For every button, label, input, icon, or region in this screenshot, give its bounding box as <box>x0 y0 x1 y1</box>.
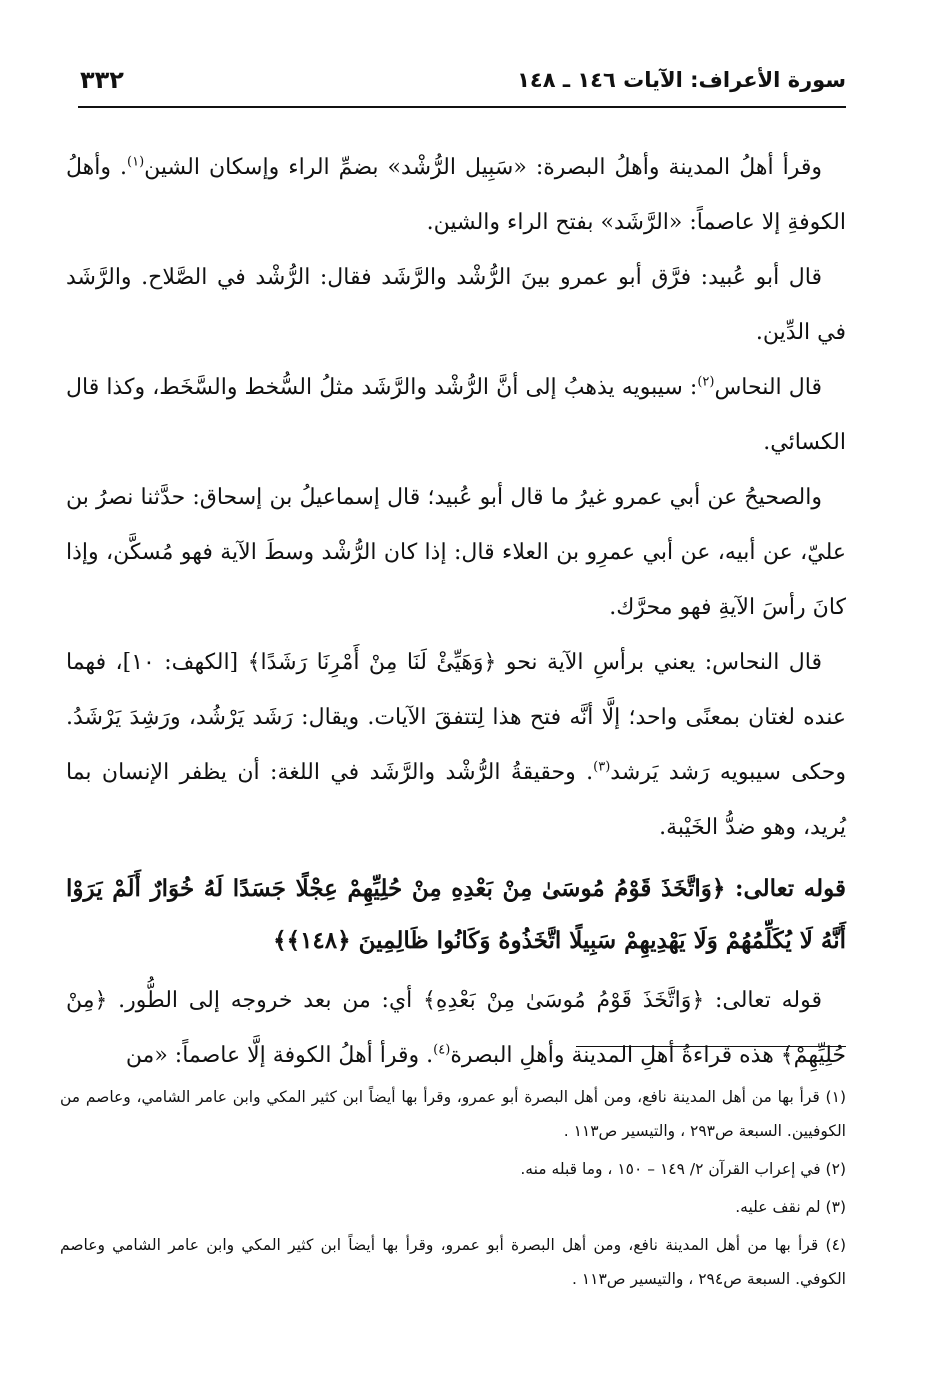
paragraph-3 <box>66 360 846 470</box>
paragraph-6-rest: . وقرأ أهلُ الكوفة إلَّا عاصماً: «من <box>125 1043 434 1068</box>
quran-verse: قوله تعالى: ﴿وَاتَّخَذَ قَوْمُ مُوسَىٰ مِنْ بَعْدِهِ مِنْ حُلِيِّهِمْ عِجْلًا جَسَدًا لَهُ خُوَارٌ أَلَمْ يَرَوْا أَنَّهُ لَا يُكَلِّمُهُمْ وَلَا يَهْدِيهِمْ سَبِيلًا اتَّخَذُوهُ وَكَانُوا ظَالِمِينَ ﴿١٤٨﴾﴾ <box>66 875 846 954</box>
paragraph-6-text: قوله تعالى: ﴿وَاتَّخَذَ قَوْمُ مُوسَىٰ مِنْ بَعْدِهِ﴾ أي: من بعد خروجه إلى الطُّور. ﴿مِنْ حُلِيِّهِمْ﴾ هذه قراءةُ أهلِ المدينة وأهلِ البصرة <box>66 988 846 1068</box>
page-number: ٣٣٢ <box>80 66 124 94</box>
paragraph-3-text: قال النحاس <box>714 375 822 400</box>
footnote-4: (٤) قرأ بها من أهل المدينة نافع، ومن أهل البصرة أبو عمرو، وقرأ بها أيضاً ابن كثير المكي وابن عامر الشامي وعاصم الكوفي. السبعة ص٢٩٤ ، والتيسير ص١١٣ . <box>60 1236 846 1288</box>
paragraph-3-rest: : سيبويه يذهبُ إلى أنَّ الرُّشْد والرَّشَد مثلُ السُّخط والسَّخَط، وكذا قال الكسائي. <box>66 375 846 455</box>
page-header <box>78 62 846 108</box>
footnote-separator <box>576 1046 846 1047</box>
paragraph-5-text: قال النحاس: يعني برأسِ الآية نحو ﴿وَهَيِّئْ لَنَا مِنْ أَمْرِنَا رَشَدًا﴾ [الكهف: ١٠]، فهما عنده لغتان بمعنًى واحد؛ إلَّا أنَّه فتح هذا لِتتفقَ الآيات. ويقال: رَشَد يَرْشُد، ورَشِدَ يَرْشَدُ. وحكى سيبويه رَشد يَرشد <box>66 650 846 785</box>
paragraph-5-rest: . وحقيقةُ الرُّشْد والرَّشَد في اللغة: أن يظفر الإنسان بما يُريد، وهو ضدُّ الخَيْبة. <box>66 760 846 840</box>
paragraph-4: والصحيحُ عن أبي عمرو غيرُ ما قال أبو عُبيد؛ قال إسماعيلُ بن إسحاق: حدَّثنا نصرُ بن عليّ، عن أبيه، عن أبي عمرِو بن العلاء قال: إذا كان الرُّشْد وسطَ الآية فهو مُسكَّن، وإذا كانَ رأسَ الآيةِ فهو محرَّك. <box>66 485 846 620</box>
running-title: سورة الأعراف: الآيات ١٤٦ ـ ١٤٨ <box>517 68 846 92</box>
paragraph-1-text: وقرأ أهلُ المدينة وأهلُ البصرة: «سَبِيل الرُّشْد» بضمِّ الراء وإسكان الشين <box>144 155 822 180</box>
paragraph-2: قال أبو عُبيد: فرَّق أبو عمرو بينَ الرُّشْد والرَّشَد فقال: الرُّشْد في الصَّلاح. والرَّشَد في الدِّين. <box>66 265 846 345</box>
footnote-ref-3: (٣) <box>593 759 611 775</box>
footnote-ref-2: (٢) <box>697 374 715 390</box>
footnote-1: (١) قرأ بها من أهل المدينة نافع، ومن أهل البصرة أبو عمرو، وقرأ بها أيضاً ابن كثير المكي وابن عامر الشامي، وعاصم من الكوفيين. السبعة ص٢٩٣ ، والتيسير ص١١٣ . <box>60 1088 846 1140</box>
main-text <box>66 140 846 1083</box>
footnote-ref-1: (١) <box>127 154 145 170</box>
paragraph-1-rest: . وأهلُ الكوفةِ إلا عاصماً: «الرَّشَد» بفتح الراء والشين. <box>66 155 846 235</box>
footnote-3: (٣) لم نقف عليه. <box>735 1198 846 1216</box>
footnote-2: (٢) في إعراب القرآن ٢/ ١٤٩ – ١٥٠ ، وما قبله منه. <box>520 1160 846 1178</box>
paragraph-1 <box>66 140 846 250</box>
paragraph-6 <box>66 973 846 1083</box>
footnote-ref-4: (٤) <box>433 1042 451 1058</box>
footnotes <box>60 1080 846 1300</box>
paragraph-5 <box>66 635 846 855</box>
